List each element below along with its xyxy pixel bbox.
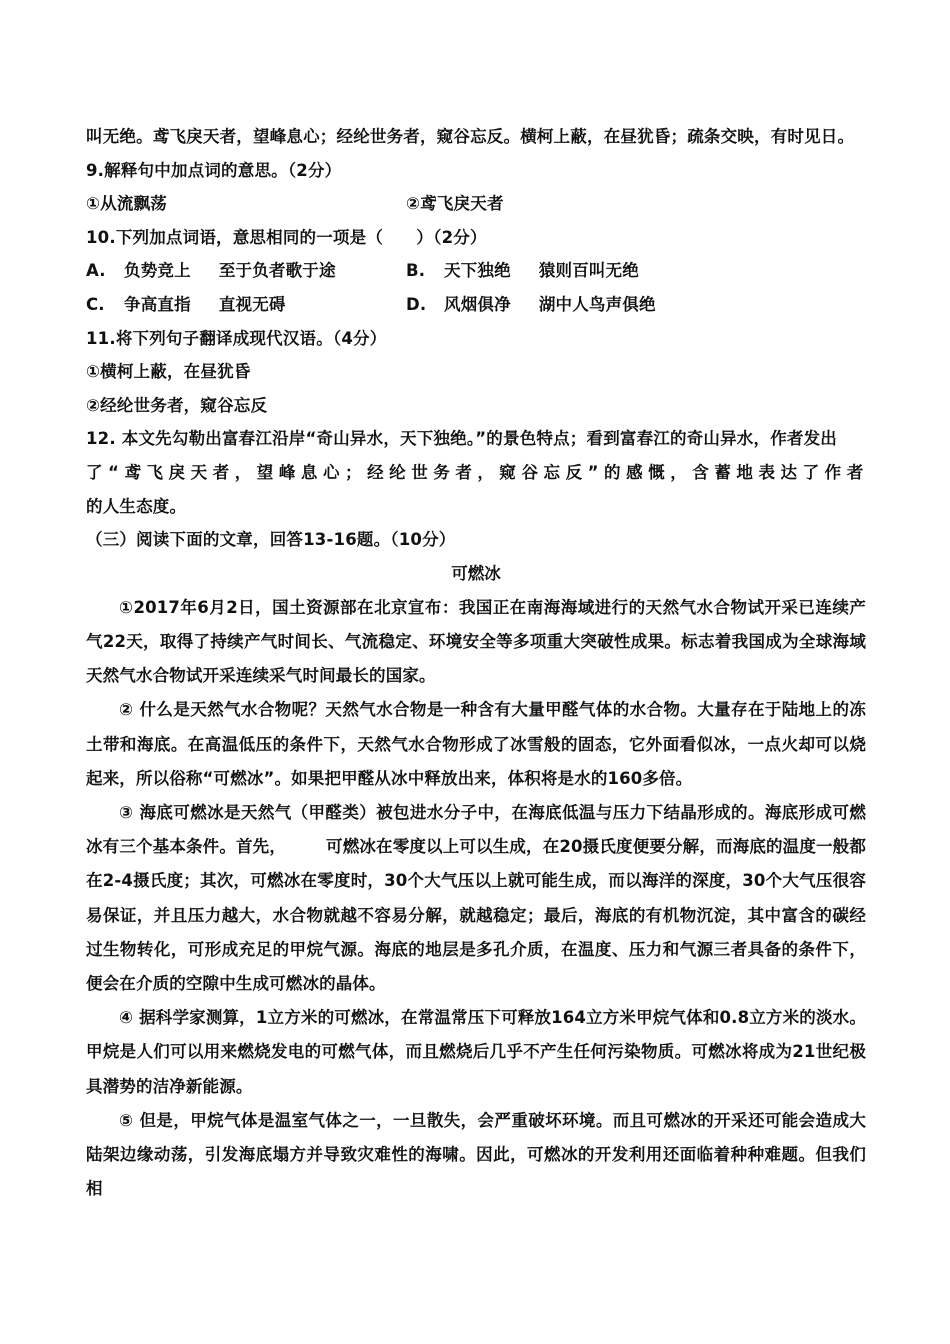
paragraph-4: ④ 据科学家测算，1立方米的可燃冰，在常温常压下可释放164立方米甲烷气体和0.8立方米的淡水。甲烷是人们可以用来燃烧发电的可燃气体，而且燃烧后几乎不产生任何污染物质。可燃冰将成为21世纪极具潜势的洁净新能源。 <box>86 1008 866 1096</box>
paragraph-1: ①2017年6月2日，国土资源部在北京宣布：我国正在南海海域进行的天然气水合物试开采已连续产气22天，取得了持续产气时间长、气流稳定、环境安全等多项重大突破性成果。标志着我国成为全球海域天然气水合物试开采连续采气时间最长的国家。 <box>86 597 866 686</box>
question-10-options-cd <box>86 288 866 322</box>
paragraph-2: ② 什么是天然气水合物呢？天然气水合物是一种含有大量甲醛气体的水合物。大量存在于陆地上的冻土带和海底。在高温低压的条件下，天然气水合物形成了冰雪般的固态，它外面看似冰，一点火却可以烧起来，所以俗称“可燃冰”。如果把甲醛从冰中释放出来，体积将是水的160多倍。 <box>86 700 866 788</box>
option-b-word-1: 天下独绝 <box>444 261 511 281</box>
paragraph-3-part-2: 可燃冰在零度以上可以生成，在20摄氏度便要分解，而海底的温度一般都在2-4摄氏度；其次，可燃冰在零度时，30个大气压以上就可能生成，而以海洋的深度，30个大气压很容易保证，并且压力越大，水合物就越不容易分解，就越稳定；最后，海底的有机物沉淀，其中富含的碳经过生物转化，可形成充足的甲烷气源。海底的地层是多孔介质，在温度、压力和气源三者具备的条件下，便会在介质的空隙中生成可燃冰的晶体。 <box>86 837 866 993</box>
option-c-word-2: 直视无碍 <box>218 294 286 314</box>
option-d <box>406 288 866 322</box>
option-c <box>86 288 406 322</box>
option-c-label: C. <box>86 294 105 314</box>
question-11: 11.将下列句子翻译成现代汉语。（4分） <box>86 328 387 348</box>
option-d-word-2: 湖中人鸟声俱绝 <box>538 294 656 314</box>
question-11-item-1: ①横柯上蔽，在昼犹昏 <box>86 362 251 382</box>
option-b <box>406 254 866 288</box>
option-c-word-1: 争高直指 <box>124 294 191 314</box>
question-9: 9.解释句中加点词的意思。（2分） <box>86 160 342 180</box>
question-11-item-2: ②经纶世务者，窥谷忘反 <box>86 395 268 415</box>
question-12-line-2: 了“鸢飞戾天者，望峰息心；经纶世务者，窥谷忘反”的感慨，含蓄地表达了作者 <box>86 462 866 482</box>
passage-tail-line: 叫无绝。鸢飞戾天者，望峰息心；经纶世务者，窥谷忘反。横柯上蔽，在昼犹昏；疏条交映，有时见日。 <box>86 127 855 146</box>
option-d-word-1: 风烟俱净 <box>444 294 511 314</box>
paragraph-3-part-1: ③ 海底可燃冰是天然气（甲醛类）被包进水分子中，在海底低温与压力下结晶形成的。海底形成可燃冰有三个基本条件。首先， <box>86 802 866 857</box>
question-10-options-ab <box>86 254 866 288</box>
question-10: 10.下列加点词语，意思相同的一项是（ ）（2分） <box>86 227 487 247</box>
option-b-label: B. <box>406 261 426 281</box>
question-9-items <box>86 187 866 221</box>
option-a-word-2: 至于负者歌于途 <box>218 261 336 281</box>
option-a-word-1: 负势竞上 <box>124 261 191 281</box>
article-title: 可燃冰 <box>451 563 501 583</box>
question-9-item-1: ①从流飘荡 <box>86 194 167 214</box>
paragraph-3 <box>86 796 866 1001</box>
option-a <box>86 254 406 288</box>
article-body <box>86 591 866 1207</box>
question-12-line-1: 12. 本文先勾勒出富春江沿岸“奇山异水，天下独绝。”的景色特点；看到富春江的奇山异水，作者发出 <box>86 429 838 449</box>
section-3-heading: （三）阅读下面的文章，回答13-16题。（10分） <box>86 530 456 550</box>
paragraph-5: ⑤ 但是，甲烷气体是温室气体之一，一旦散失，会严重破坏环境。而且可燃冰的开采还可能会造成大陆架边缘动荡，引发海底塌方并导致灾难性的海啸。因此，可燃冰的开发利用还面临着种种难题。但我们相 <box>86 1110 866 1199</box>
option-a-label: A. <box>86 261 106 281</box>
option-d-label: D. <box>406 294 427 314</box>
question-12-line-3: 的人生态度。 <box>86 496 187 516</box>
option-b-word-2: 猿则百叫无绝 <box>538 261 640 281</box>
question-9-item-2: ②鸢飞戾天者 <box>406 194 504 214</box>
